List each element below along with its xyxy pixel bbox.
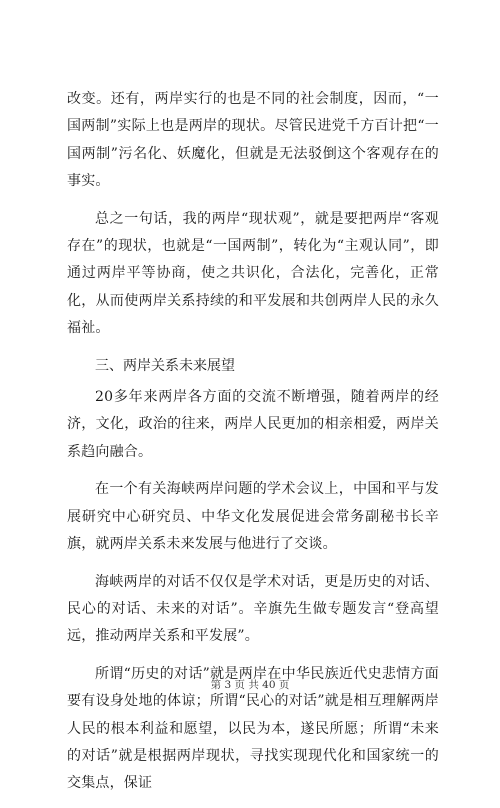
paragraph: 总之一句话，我的两岸“现状观”，就是要把两岸“客观存在”的现状，也就是“一国两制”，转化为“主观认同”，即通过两岸平等协商，使之共识化，合法化，完善化，正常化，从而使两岸关系持续的和平发展和共创两岸人民的永久福祉。 [67, 210, 439, 337]
paragraph: 所谓“历史的对话”就是两岸在中华民族近代史悲情方面要有设身处地的体谅；所谓“民心的对话”就是相互理解两岸人民的根本利益和愿望，以民为本，遂民所愿；所谓“未来的对话”就是根据两岸现状，寻找实现现代化和国家统一的交集点，保证 [67, 665, 439, 792]
paragraph: 改变。还有，两岸实行的也是不同的社会制度，因而，“一国两制”实际上也是两岸的现状。尽管民进党千方百计把“一国两制”污名化、妖魔化，但就是无法驳倒这个客观存在的事实。 [67, 91, 439, 190]
paragraph: 海峡两岸的对话不仅仅是学术对话，更是历史的对话、民心的对话、未来的对话”。辛旗先生做专题发言“登高望远，推动两岸关系和平发展”。 [67, 573, 439, 645]
paragraph: 20多年来两岸各方面的交流不断增强，随着两岸的经济，文化，政治的往来，两岸人民更加的相亲相爱，两岸关系趋向融合。 [67, 389, 439, 460]
paragraph: 在一个有关海峡两岸问题的学术会议上，中国和平与发展研究中心研究员、中华文化发展促进会常务副秘书长辛旗，就两岸关系未来发展与他进行了交谈。 [67, 481, 439, 553]
page-footer: 第 3 页 共 40 页 [210, 679, 290, 691]
section-heading: 三、两岸关系未来展望 [95, 357, 235, 374]
document-body [67, 86, 439, 808]
